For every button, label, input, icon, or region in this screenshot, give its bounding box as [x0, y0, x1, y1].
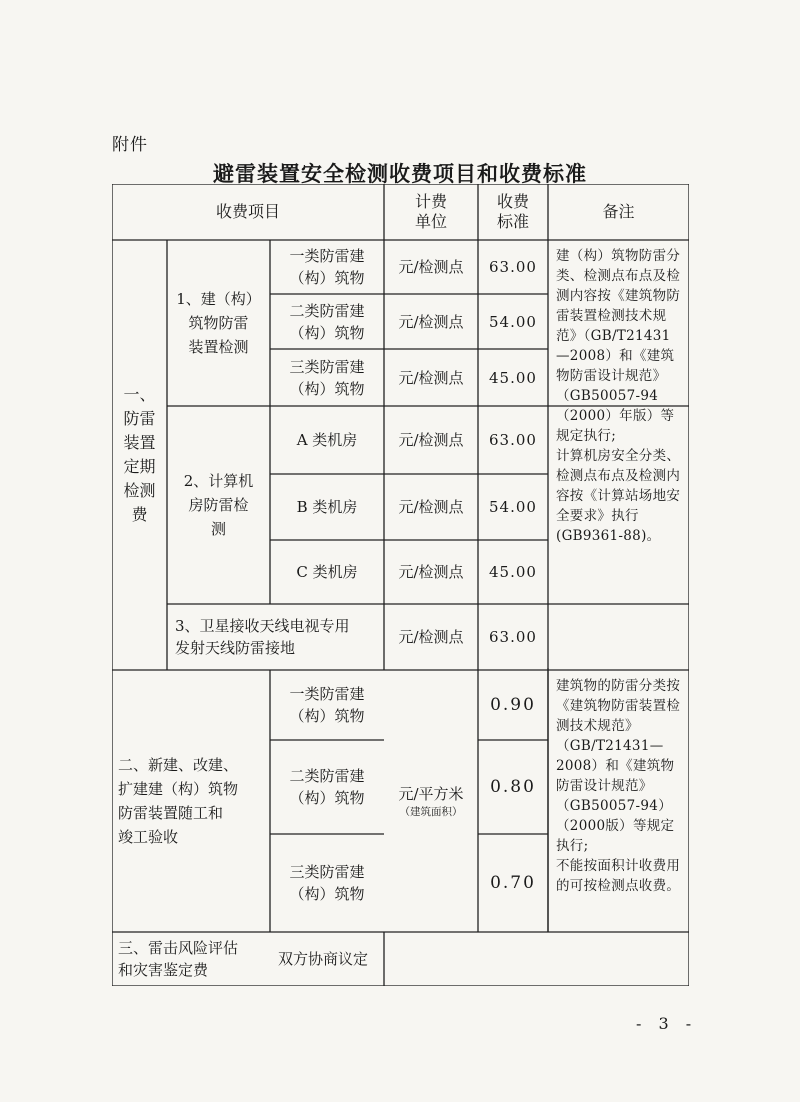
document-title: 避雷装置安全检测收费项目和收费标准 — [213, 161, 587, 186]
section1-sub2-row3-unit: 元/检测点 — [398, 563, 464, 581]
section1-sub2-row2-unit: 元/检测点 — [398, 498, 464, 516]
section1-sub2-row1-item: A 类机房 — [296, 431, 358, 449]
section2-unit-text: 元/平方米 — [398, 785, 464, 803]
section1-sub2-row3-item: C 类机房 — [296, 563, 358, 581]
section1-sub1-row2-item: 二类防雷建 （构）筑物 — [289, 301, 365, 342]
section1-title: 一、 防雷装置定期检测费 — [123, 385, 156, 524]
section3-title: 三、雷击风险评估 和灾害鉴定费 — [118, 939, 239, 979]
fee-table — [112, 184, 689, 986]
section2-row2-item: 二类防雷建 （构）筑物 — [289, 767, 365, 807]
header-unit: 计费 单位 — [414, 192, 447, 231]
section1-sub1-row3-unit: 元/检测点 — [398, 368, 464, 387]
section2-unit — [384, 670, 478, 932]
header-remarks: 备注 — [602, 202, 635, 221]
section1-sub1-row2-unit: 元/检测点 — [398, 312, 464, 331]
section1-remarks: 建（构）筑物防雷分类、检测点布点及检测内容按《建筑物防雷装置检测技术规范》（GB/T21431—2008）和《建筑物防雷设计规范》（GB50057-94（2000）年版）等规定执行; 计算机房安全分类、检测点布点及检测内容按《计算站场地安全要求》执行(GB9361-88)。 — [556, 248, 681, 544]
section1-sub3-unit: 元/检测点 — [398, 628, 464, 646]
attachment-label: 附件 — [112, 135, 148, 155]
section2-row3-price: 0.70 — [490, 873, 536, 893]
section2-row1-price: 0.90 — [490, 695, 536, 715]
section1-sub1-row2-price: 54.00 — [489, 312, 537, 331]
section1-sub3-price: 63.00 — [489, 628, 537, 646]
section1-sub2-row1-price: 63.00 — [489, 431, 537, 449]
section1-sub2-row2-item: B 类机房 — [296, 498, 358, 516]
section1-sub1-row1-item: 一类防雷建 （构）筑物 — [289, 247, 365, 287]
section2-row3-item: 三类防雷建 （构）筑物 — [289, 863, 365, 903]
section1-sub1-label: 1、建（构） 筑物防雷 装置检测 — [176, 290, 261, 356]
section1-sub2-row3-price: 45.00 — [489, 563, 537, 581]
page-number: - 3 - — [636, 1014, 698, 1033]
section3-value: 双方协商议定 — [278, 950, 369, 968]
section2-row2-price: 0.80 — [490, 777, 536, 797]
section1-sub1-row1-unit: 元/检测点 — [398, 258, 464, 276]
section2-title: 二、新建、改建、 扩建建（构）筑物 防雷装置随工和 竣工验收 — [118, 756, 239, 846]
section2-unit-note: （建筑面积） — [399, 806, 463, 818]
section2-row1-item: 一类防雷建 （构）筑物 — [289, 685, 365, 725]
section1-sub2-label: 2、计算机 房防雷检 测 — [183, 472, 254, 538]
header-item: 收费项目 — [215, 202, 280, 221]
section1-sub3-label: 3、卫星接收天线电视专用 发射天线防雷接地 — [175, 617, 350, 657]
section1-sub1-row3-price: 45.00 — [489, 368, 537, 387]
section1-sub2-row2-price: 54.00 — [489, 498, 537, 516]
section2-remarks: 建筑物的防雷分类按《建筑物防雷装置检测技术规范》（GB/T21431—2008）和《建筑物防雷设计规范》（GB50057-94）（2000版）等规定执行; 不能按面积计收费用的可按检测点收费。 — [556, 678, 681, 894]
section1-sub1-row3-item: 三类防雷建 （构）筑物 — [289, 357, 365, 398]
section1-sub2-row1-unit: 元/检测点 — [398, 431, 464, 449]
section1-sub1-row1-price: 63.00 — [489, 258, 537, 276]
header-standard: 收费 标准 — [496, 192, 529, 231]
